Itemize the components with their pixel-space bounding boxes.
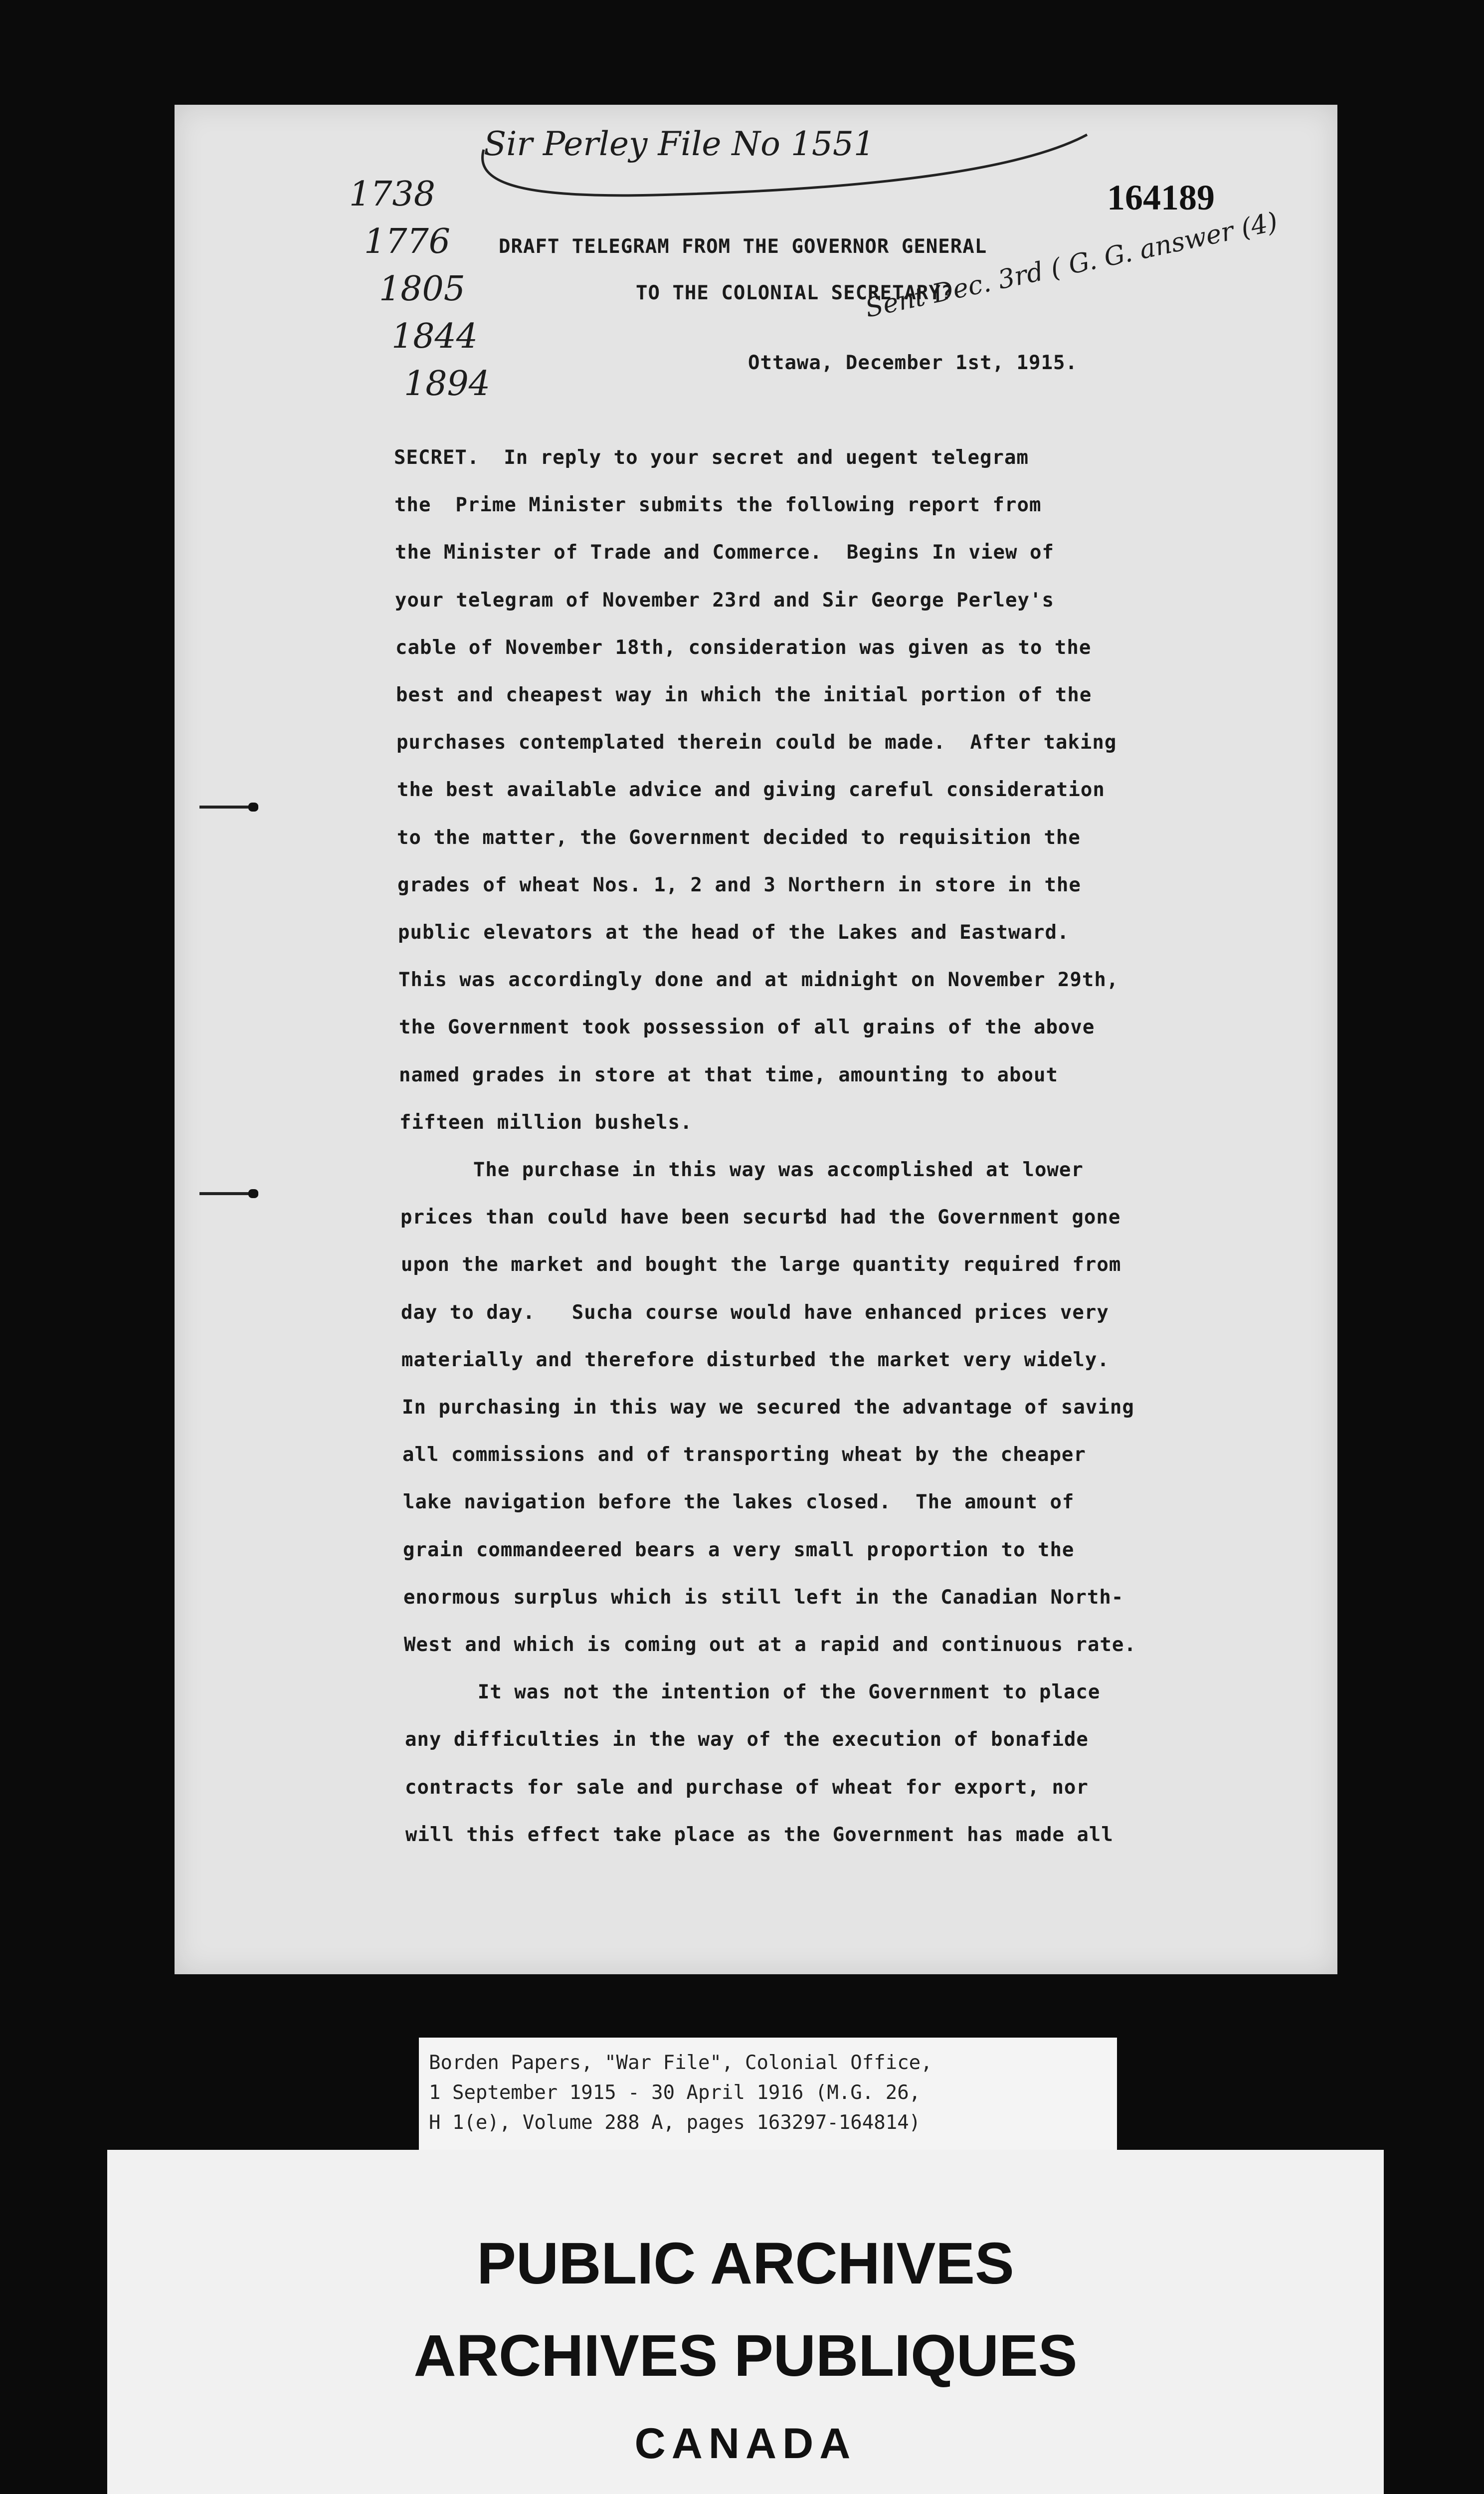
body-line: your telegram of November 23rd and Sir George Perley's xyxy=(395,589,1054,612)
citation-line-1: Borden Papers, "War File", Colonial Office, xyxy=(429,2052,932,2074)
body-line: grades of wheat Nos. 1, 2 and 3 Northern in store in the xyxy=(397,873,1081,896)
body-line: fifteen million bushels. xyxy=(399,1111,693,1134)
body-line: grain commandeered bears a very small proportion to the xyxy=(403,1538,1075,1561)
title-line-2: TO THE COLONIAL SECRETARY? xyxy=(636,282,953,304)
body-line: the best available advice and giving careful consideration xyxy=(397,779,1105,802)
margin-number-3: 1805 xyxy=(379,269,466,309)
body-line: public elevators at the head of the Lakes and Eastward. xyxy=(398,921,1070,944)
body-line: to the matter, the Government decided to requisition the xyxy=(397,826,1081,849)
body-line: will this effect take place as the Government has made all xyxy=(405,1823,1113,1846)
citation-line-2: 1 September 1915 - 30 April 1916 (M.G. 26, xyxy=(429,2081,921,2104)
document-number: 164189 xyxy=(1107,178,1215,217)
body-line: all commissions and of transporting wheat by the cheaper xyxy=(402,1444,1086,1466)
body-line: the Minister of Trade and Commerce. Begins In view of xyxy=(395,541,1054,564)
body-line: any difficulties in the way of the execution of bonafide xyxy=(405,1728,1089,1751)
margin-tick xyxy=(199,1192,254,1195)
citation-label xyxy=(419,2038,1117,2152)
body-line: This was accordingly done and at midnight on November 29th, xyxy=(398,969,1119,992)
margin-number-5: 1894 xyxy=(404,364,491,404)
margin-number-4: 1844 xyxy=(391,317,478,356)
body-line: lake navigation before the lakes closed. The amount of xyxy=(403,1491,1075,1514)
margin-tick xyxy=(199,806,254,809)
title-line-1: DRAFT TELEGRAM FROM THE GOVERNOR GENERAL xyxy=(499,235,987,258)
body-line: materially and therefore disturbed the market very widely. xyxy=(401,1348,1110,1371)
body-line: upon the market and bought the large quantity required from xyxy=(401,1253,1121,1276)
body-line: The purchase in this way was accomplished at lower xyxy=(400,1159,1084,1181)
body-line: named grades in store at that time, amounting to about xyxy=(399,1063,1058,1086)
margin-number-2: 1776 xyxy=(364,222,451,261)
body-line: enormous surplus which is still left in the Canadian North- xyxy=(403,1586,1124,1609)
body-line: the Government took possession of all grains of the above xyxy=(399,1016,1095,1039)
body-line: prices than could have been securѣd had the Government gone xyxy=(400,1206,1121,1229)
body-line: best and cheapest way in which the initial portion of the xyxy=(396,684,1092,706)
body-line: purchases contemplated therein could be made. After taking xyxy=(396,731,1117,754)
archives-line-3: CANADA xyxy=(634,2420,857,2468)
citation-line-3: H 1(e), Volume 288 A, pages 163297-164814) xyxy=(429,2111,921,2134)
body-line: In purchasing in this way we secured the advantage of saving xyxy=(402,1396,1134,1419)
sent-note-handwritten: Sent Dec. 3rd ( G. G. answer (4) xyxy=(863,207,1281,324)
document-page xyxy=(175,105,1337,1974)
body-line: day to day. Sucha course would have enhanced prices very xyxy=(401,1301,1109,1324)
body-line: cable of November 18th, consideration was given as to the xyxy=(395,636,1092,659)
body-line: the Prime Minister submits the following report from xyxy=(394,494,1042,517)
margin-number-1: 1738 xyxy=(349,175,436,214)
dateline: Ottawa, December 1st, 1915. xyxy=(748,352,1078,374)
archives-line-2: ARCHIVES PUBLIQUES xyxy=(413,2323,1078,2389)
archives-line-1: PUBLIC ARCHIVES xyxy=(477,2231,1014,2296)
body-line: West and which is coming out at a rapid and continuous rate. xyxy=(404,1634,1136,1656)
body-line: contracts for sale and purchase of wheat for export, nor xyxy=(405,1776,1089,1799)
body-line: It was not the intention of the Government to place xyxy=(404,1681,1101,1704)
body-line: SECRET. In reply to your secret and uegent telegram xyxy=(394,446,1029,469)
file-reference-handwritten: Sir Perley File No 1551 xyxy=(484,125,875,163)
archives-label xyxy=(107,2150,1384,2494)
